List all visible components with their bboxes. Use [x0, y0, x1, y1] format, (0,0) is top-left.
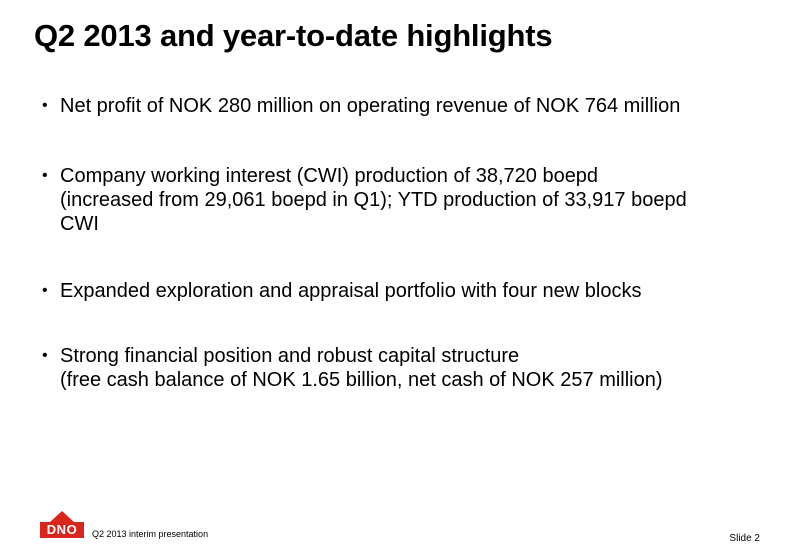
bullet-line: (free cash balance of NOK 1.65 billion, net cash of NOK 257 million): [60, 369, 663, 391]
bullet-item: [42, 164, 782, 236]
bullet-line: Company working interest (CWI) production of 38,720 boepd: [60, 165, 599, 187]
logo-triangle-icon: [50, 511, 74, 522]
dno-logo: [40, 511, 84, 541]
bullet-marker: •: [42, 97, 48, 114]
bullet-item: [42, 344, 782, 392]
bullet-item: [42, 279, 782, 303]
footer-presentation-label: Q2 2013 interim presentation: [92, 529, 209, 539]
bullet-line: Strong financial position and robust capital structure: [60, 345, 520, 367]
bullet-line: Expanded exploration and appraisal portfolio with four new blocks: [60, 280, 642, 302]
bullet-text: [60, 164, 782, 236]
bullet-marker: •: [42, 282, 48, 299]
bullet-line: Net profit of NOK 280 million on operating revenue of NOK 764 million: [60, 95, 681, 117]
logo-text: DNO: [40, 522, 84, 538]
bullet-marker: •: [42, 347, 48, 364]
footer-slide-number: Slide 2: [729, 533, 760, 544]
bullet-line: (increased from 29,061 boepd in Q1); YTD production of 33,917 boepd: [60, 189, 687, 211]
slide-title: Q2 2013 and year-to-date highlights: [34, 18, 553, 53]
bullet-line: CWI: [60, 213, 99, 235]
bullet-text: [60, 279, 782, 303]
bullet-item: [42, 94, 782, 118]
bullet-marker: •: [42, 167, 48, 184]
bullet-text: [60, 94, 782, 118]
bullet-text: [60, 344, 782, 392]
